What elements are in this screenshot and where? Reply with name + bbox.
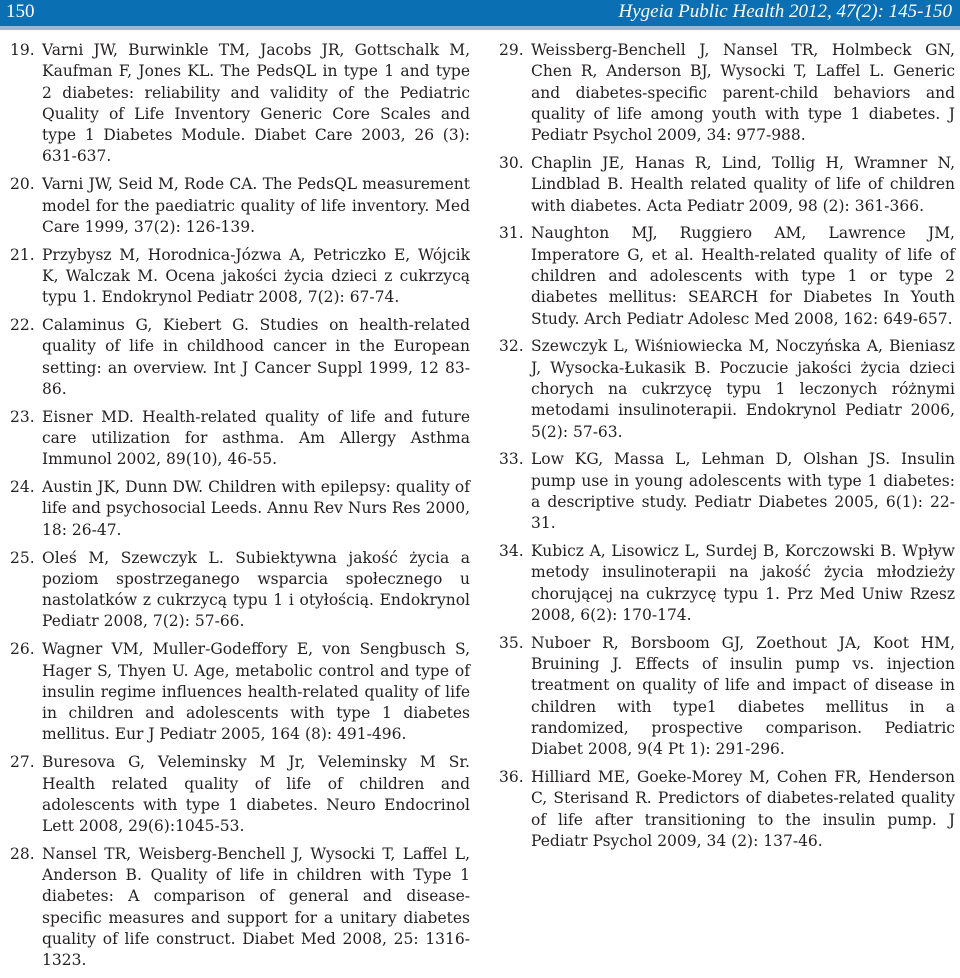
reference-number: 35. [499, 633, 524, 652]
reference-number: 31. [499, 224, 524, 243]
reference-item [8, 844, 470, 972]
reference-item [8, 245, 470, 309]
reference-number: 32. [499, 337, 524, 356]
reference-item [497, 449, 955, 534]
reference-text: Hilliard ME, Goeke-Morey M, Cohen FR, Henderson C, Sterisand R. Predictors of diabetes-related quality of life after transitioning to the insulin pump. J Pediatr Psychol 2009, 34 (2): 137-46. [531, 768, 955, 850]
reference-text: Austin JK, Dunn DW. Children with epilepsy: quality of life and psychosocial Leeds. Annu Rev Nurs Res 2000, 18: 26-47. [42, 478, 470, 539]
reference-text: Naughton MJ, Ruggiero AM, Lawrence JM, Imperatore G, et al. Health-related quality of life of children and adolescents with type 1 or type 2 diabetes mellitus: SEARCH for Diabetes In Youth Study. Arch Pediatr Adolesc Med 2008, 162: 649-657. [531, 224, 955, 328]
reference-item [8, 548, 470, 633]
reference-number: 28. [10, 844, 35, 863]
reference-number: 24. [10, 478, 35, 497]
page-number: 150 [6, 1, 35, 22]
reference-number: 36. [499, 768, 524, 786]
reference-number: 27. [10, 753, 35, 772]
reference-number: 19. [10, 41, 35, 59]
reference-item [497, 336, 955, 442]
reference-text: Szewczyk L, Wiśniowiecka M, Noczyńska A, Bieniasz J, Wysocka-Łukasik B. Poczucie jakości życia dzieci chorych na cukrzycę typu 1 leczonych różnymi metodami insulinoterapii. Endokrynol Pediatr 2006, 5(2): 57-63. [531, 337, 955, 441]
journal-citation: Hygeia Public Health 2012, 47(2): 145-150 [618, 1, 952, 22]
reference-item [8, 174, 470, 238]
reference-item [497, 633, 955, 761]
reference-text: Low KG, Massa L, Lehman D, Olshan JS. Insulin pump use in young adolescents with type 1 diabetes: a descriptive study. Pediatr Diabetes 2005, 6(1): 22-31. [531, 450, 955, 533]
reference-number: 22. [10, 316, 35, 335]
reference-item [497, 767, 955, 852]
reference-number: 34. [499, 542, 524, 561]
references-left-column [8, 40, 470, 978]
reference-text: Calaminus G, Kiebert G. Studies on health-related quality of life in childhood cancer in the European setting: an overview. Int J Cancer Suppl 1999, 12 83-86. [42, 316, 470, 398]
reference-number: 21. [10, 245, 35, 264]
reference-number: 23. [10, 407, 35, 426]
reference-text: Varni JW, Seid M, Rode CA. The PedsQL measurement model for the paediatric quality of life inventory. Med Care 1999, 37(2): 126-139. [42, 175, 470, 236]
reference-text: Kubicz A, Lisowicz L, Surdej B, Korczowski B. Wpływ metody insulinoterapii na jakość życia młodzieży chorującej na cukrzycę typu 1. Prz Med Uniw Rzesz 2008, 6(2): 170-174. [531, 542, 955, 624]
reference-number: 30. [499, 153, 524, 172]
reference-text: Eisner MD. Health-related quality of life and future care utilization for asthma. Am Allergy Asthma Immunol 2002, 89(10), 46-55. [42, 407, 470, 469]
reference-number: 20. [10, 175, 35, 194]
reference-item [497, 153, 955, 217]
reference-item [8, 40, 470, 168]
reference-text: Weissberg-Benchell J, Nansel TR, Holmbeck GN, Chen R, Anderson BJ, Wysocki T, Laffel L. Generic and diabetes-specific parent-child behaviors and quality of life among youth with type 1 diabetes. J Pediatr Psychol 2009, 34: 977-988. [531, 41, 955, 145]
reference-item [497, 223, 955, 329]
reference-number: 33. [499, 450, 524, 469]
reference-item [8, 407, 470, 471]
reference-text: Varni JW, Burwinkle TM, Jacobs JR, Gottschalk M, Kaufman F, Jones KL. The PedsQL in type 1 and type 2 diabetes: reliability and validity of the Pediatric Quality of Life Inventory Generic Core Scales and type 1 Diabetes Module. Diabet Care 2003, 26 (3): 631-637. [42, 41, 470, 166]
reference-text: Chaplin JE, Hanas R, Lind, Tollig H, Wramner N, Lindblad B. Health related quality of life of children with diabetes. Acta Pediatr 2009, 98 (2): 361-366. [531, 153, 955, 215]
reference-number: 25. [10, 548, 35, 567]
reference-text: Nansel TR, Weisberg-Benchell J, Wysocki T, Laffel L, Anderson B. Quality of life in children with Type 1 diabetes: A comparison of general and disease-specific measures and support for a unitary diabetes quality of life construct. Diabet Med 2008, 25: 1316-1323. [42, 844, 470, 970]
reference-item [8, 477, 470, 541]
reference-item [8, 752, 470, 837]
page-header [0, 0, 960, 30]
reference-item [8, 315, 470, 400]
reference-item [8, 639, 470, 745]
reference-number: 26. [10, 640, 35, 659]
reference-text: Oleś M, Szewczyk L. Subiektywna jakość życia a poziom spostrzeganego wsparcia społecznego u nastolatków z cukrzycą typu 1 i otyłością. Endokrynol Pediatr 2008, 7(2): 57-66. [42, 548, 470, 631]
reference-item [497, 541, 955, 626]
reference-text: Wagner VM, Muller-Godeffory E, von Sengbusch S, Hager S, Thyen U. Age, metabolic control and type of insulin regime influences health-related quality of life in children and adolescents with type 1 diabetes mellitus. Eur J Pediatr 2005, 164 (8): 491-496. [42, 640, 470, 744]
references-right-column [497, 40, 955, 859]
reference-text: Buresova G, Veleminsky M Jr, Veleminsky M Sr. Health related quality of life of children and adolescents with type 1 diabetes. Neuro Endocrinol Lett 2008, 29(6):1045-53. [42, 753, 470, 836]
reference-number: 29. [499, 41, 524, 59]
reference-text: Przybysz M, Horodnica-Józwa A, Petriczko E, Wójcik K, Walczak M. Ocena jakości życia dzieci z cukrzycą typu 1. Endokrynol Pediatr 2008, 7(2): 67-74. [42, 245, 470, 307]
reference-item [497, 40, 955, 146]
reference-text: Nuboer R, Borsboom GJ, Zoethout JA, Koot HM, Bruining J. Effects of insulin pump vs. injection treatment on quality of life and impact of disease in children with type1 diabetes mellitus in a randomized, prospective comparison. Pediatric Diabet 2008, 9(4 Pt 1): 291-296. [531, 633, 955, 759]
